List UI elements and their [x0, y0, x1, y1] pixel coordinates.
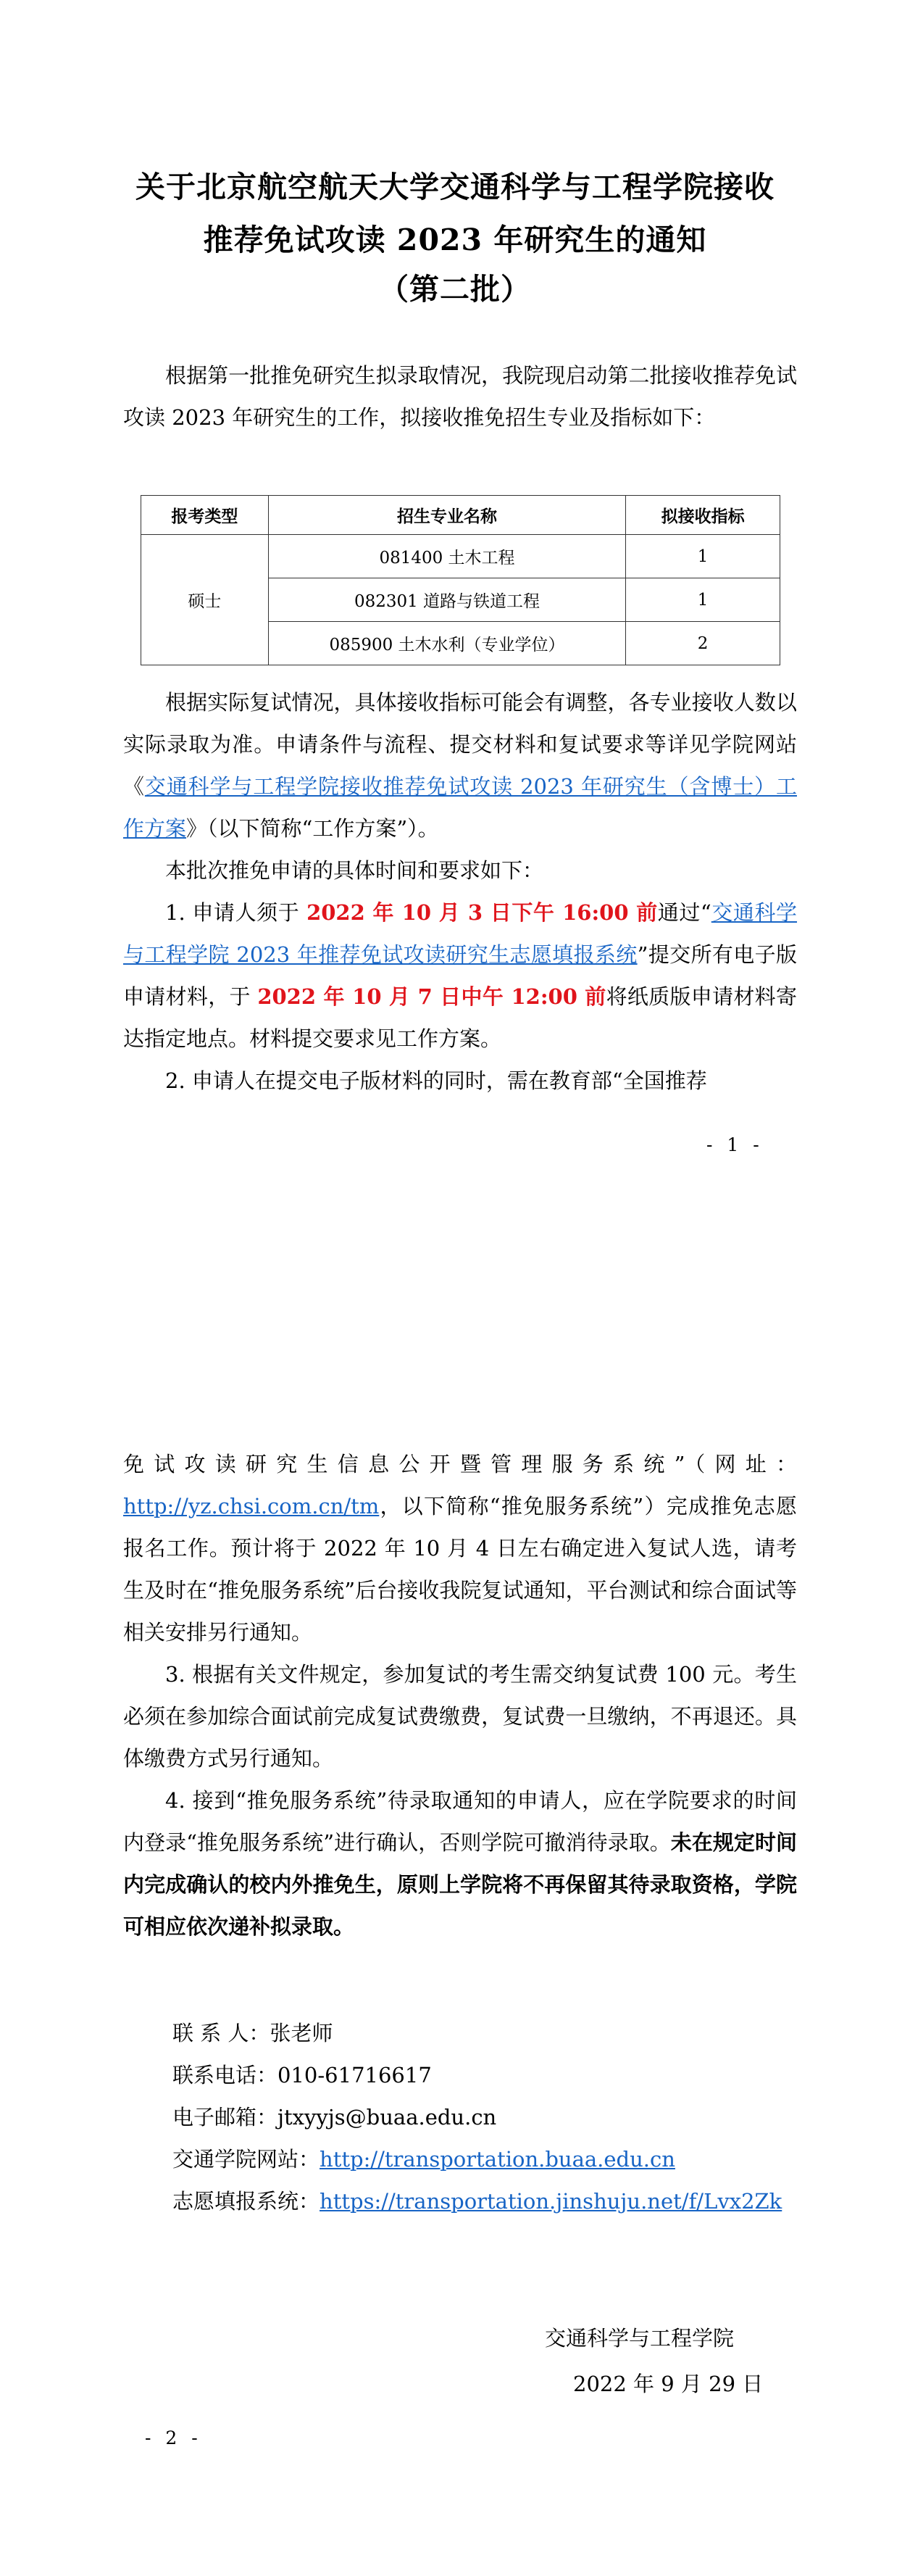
requirement-item-4-emphasis: 未在规定时间内完成确认的校内外推免生，原则上学院将不再保留其待录取资格，学院可相应依次递补拟录取。	[123, 1830, 797, 1939]
major-cell: 082301 道路与铁道工程	[268, 578, 625, 622]
major-cell: 085900 土木水利（专业学位）	[268, 622, 625, 665]
requirements-intro: 本批次推免申请的具体时间和要求如下：	[165, 858, 544, 883]
title-line-2: 推荐免试攻读 2023 年研究生的通知	[203, 223, 707, 257]
title-line-1: 关于北京航空航天大学交通科学与工程学院接收	[135, 170, 775, 204]
adjustment-paragraph: 根据实际复试情况，具体接收指标可能会有调整，各专业接收人数以实际录取为准。申请条件与流程、提交材料和复试要求等详见学院网站《交通科学与工程学院接收推荐免试攻读 2023 年研究生（含博士）工作方案》（以下简称“工作方案”）。	[123, 690, 797, 841]
school-website-link[interactable]: http://transportation.buaa.edu.cn	[320, 2147, 675, 2172]
page-number-2: - 2 -	[145, 2427, 202, 2448]
table-header-cell: 报考类型	[141, 496, 269, 535]
major-cell: 081400 土木工程	[268, 535, 625, 578]
application-form-link[interactable]: https://transportation.jinshuju.net/f/Lvx2Zk	[320, 2189, 782, 2214]
main-body-page-2	[123, 1443, 797, 1948]
quota-cell: 1	[626, 535, 780, 578]
email-address[interactable]: jtxyyjs@buaa.edu.cn	[277, 2105, 497, 2130]
signature-organization: 交通科学与工程学院	[545, 2326, 735, 2351]
quota-table	[141, 495, 780, 665]
deadline-paper: 2022 年 10 月 7 日中午 12:00 前	[257, 984, 606, 1009]
table-header-row	[141, 496, 780, 535]
requirement-item-3: 3. 根据有关文件规定，参加复试的考生需交纳复试费 100 元。考生必须在参加综合面试前完成复试费缴费，复试费一旦缴纳，不再退还。具体缴费方式另行通知。	[123, 1662, 797, 1771]
requirement-item-4: 4. 接到“推免服务系统”待录取通知的申请人，应在学院要求的时间内登录“推免服务系统”进行确认，否则学院可撤消待录取。未在规定时间内完成确认的校内外推免生，原则上学院将不再保留其待录取资格，学院可相应依次递补拟录取。	[123, 1788, 797, 1939]
degree-type-cell: 硕士	[141, 535, 269, 665]
application-system-link[interactable]: 交通科学与工程学院 2023 年推荐免试攻读研究生志愿填报系统	[123, 900, 798, 967]
work-plan-link[interactable]: 交通科学与工程学院接收推荐免试攻读 2023 年研究生（含博士）工作方案	[123, 774, 797, 841]
main-body-page-1	[123, 681, 797, 1102]
requirement-item-2-continued: 免试攻读研究生信息公开暨管理服务系统”（网址：http://yz.chsi.com.cn/tm，以下简称“推免服务系统”）完成推免志愿报名工作。预计将于 2022 年 10 月 4 日左右确定进入复试人选，请考生及时在“推免服务系统”后台接收我院复试通知，平台测试和综合面试等相关安排另行通知。	[123, 1452, 797, 1645]
contact-email: 电子邮箱：jtxyyjs@buaa.edu.cn	[172, 2105, 497, 2130]
table-row	[141, 535, 780, 578]
contact-website: 交通学院网站：http://transportation.buaa.edu.cn	[172, 2147, 675, 2172]
contact-phone: 联系电话：010-61716617	[172, 2063, 432, 2087]
table-header-cell: 拟接收指标	[626, 496, 780, 535]
contact-person: 联 系 人：张老师	[172, 2021, 333, 2045]
requirement-item-1: 1. 申请人须于 2022 年 10 月 3 日下午 16:00 前通过“交通科学与工程学院 2023 年推荐免试攻读研究生志愿填报系统”提交所有电子版申请材料，于 2022 年 10 月 7 日中午 12:00 前将纸质版申请材料寄达指定地点。材料提交要求见工作方案。	[123, 900, 798, 1051]
table-header-cell: 招生专业名称	[268, 496, 625, 535]
page-number-1: - 1 -	[706, 1134, 764, 1155]
quota-cell: 1	[626, 578, 780, 622]
signature-date: 2022 年 9 月 29 日	[573, 2372, 764, 2396]
chsi-link[interactable]: http://yz.chsi.com.cn/tm	[123, 1494, 380, 1518]
deadline-electronic: 2022 年 10 月 3 日下午 16:00 前	[306, 900, 658, 925]
requirement-item-2-start: 2. 申请人在提交电子版材料的同时，需在教育部“全国推荐	[165, 1068, 707, 1093]
document-page-2	[0, 1288, 910, 2576]
title-line-3: （第二批）	[379, 272, 531, 307]
intro-paragraph: 根据第一批推免研究生拟录取情况，我院现启动第二批接收推荐免试攻读 2023 年研究生的工作，拟接收推免招生专业及指标如下：	[123, 363, 797, 430]
quota-cell: 2	[626, 622, 780, 665]
contact-application-system: 志愿填报系统：https://transportation.jinshuju.net/f/Lvx2Zk	[172, 2189, 782, 2214]
